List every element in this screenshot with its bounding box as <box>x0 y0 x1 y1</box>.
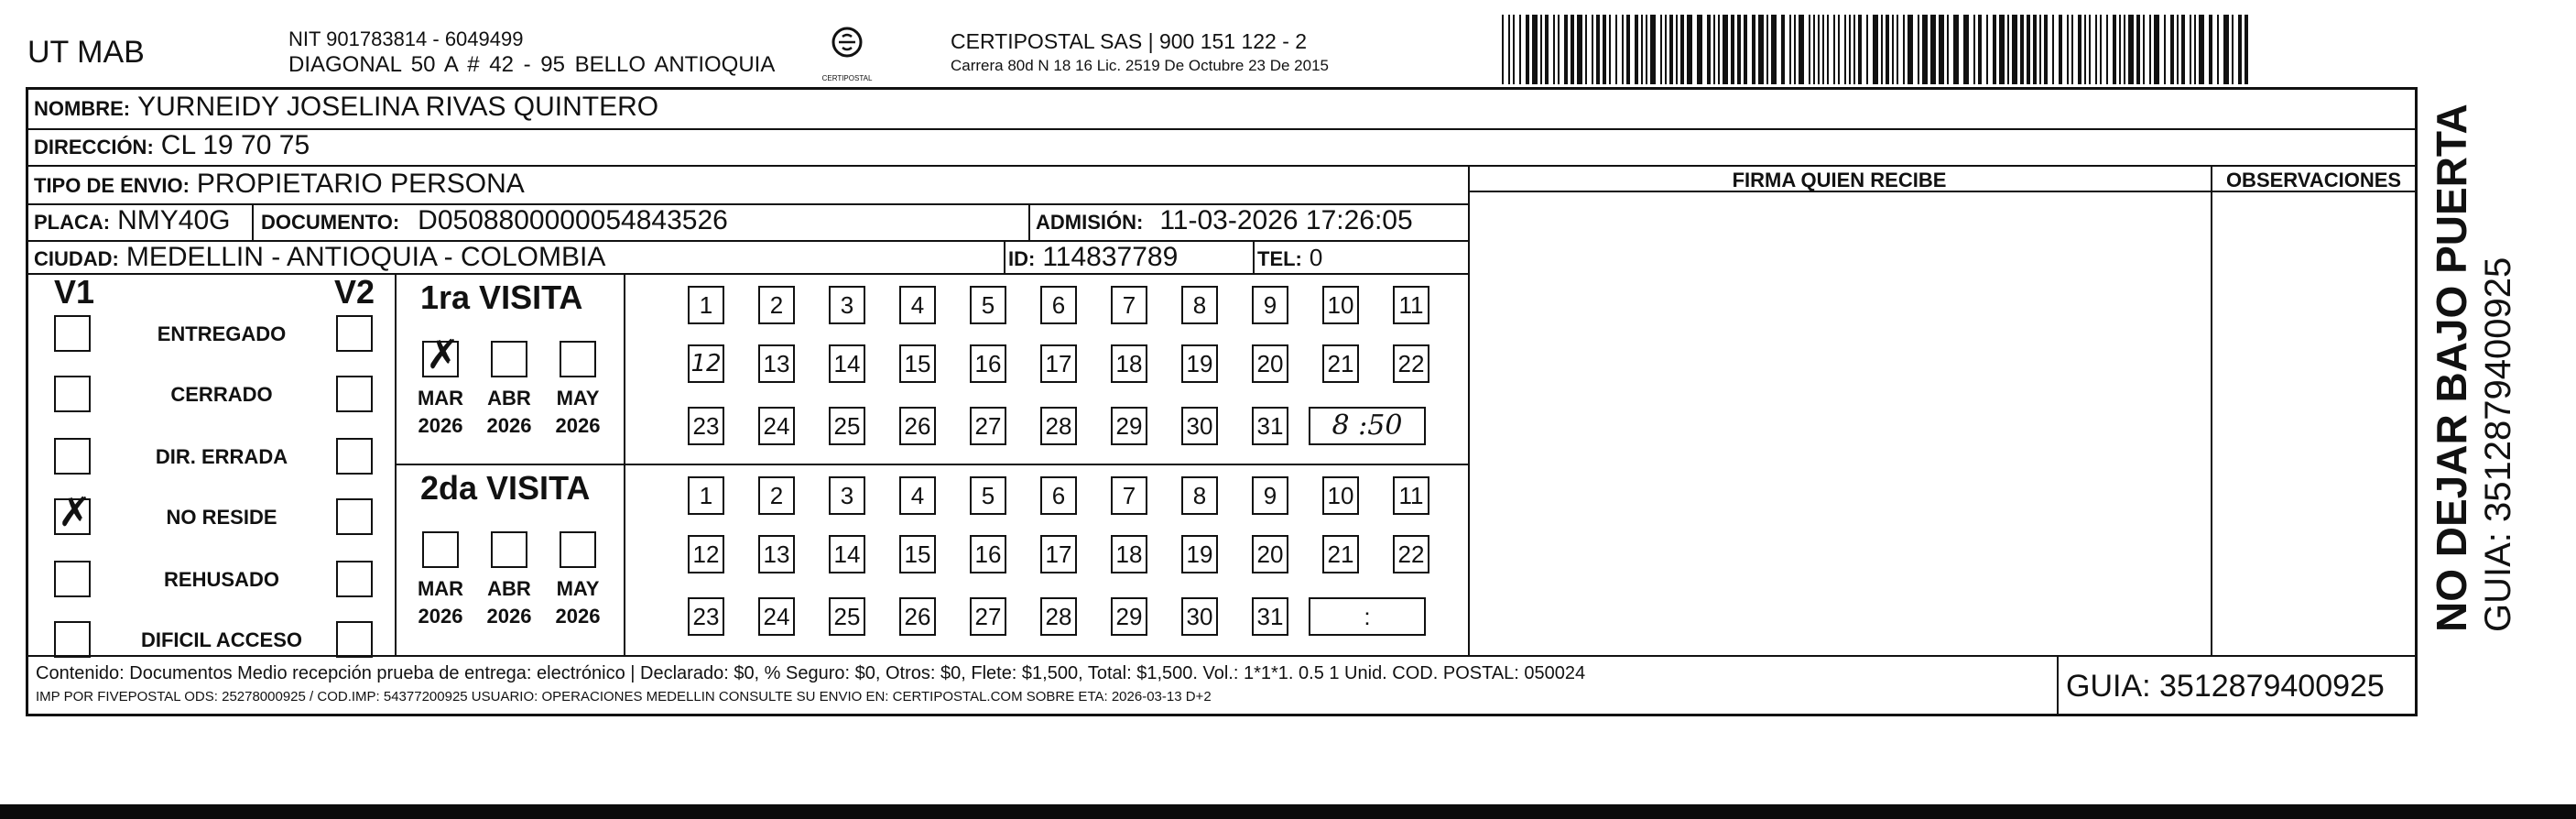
month-checkbox-may[interactable] <box>560 341 596 377</box>
admission-label: ADMISIÓN: <box>1036 211 1144 234</box>
day-box-24[interactable]: 24 <box>758 407 795 445</box>
day-box-4[interactable]: 4 <box>899 476 936 515</box>
barcode <box>1502 15 2248 84</box>
day-box-11[interactable]: 11 <box>1393 476 1429 515</box>
day-box-24[interactable]: 24 <box>758 597 795 636</box>
city: MEDELLIN - ANTIOQUIA - COLOMBIA <box>125 242 606 272</box>
id-label: ID: <box>1008 247 1036 270</box>
day-box-29[interactable]: 29 <box>1111 597 1147 636</box>
day-box-19[interactable]: 19 <box>1181 344 1218 383</box>
day-box-10[interactable]: 10 <box>1322 476 1359 515</box>
license: Carrera 80d N 18 16 Lic. 2519 De Octubre 23 De 2015 <box>951 57 1329 74</box>
recipient-name: YURNEIDY JOSELINA RIVAS QUINTERO <box>137 92 659 122</box>
day-box-23[interactable]: 23 <box>688 407 724 445</box>
day-box-22[interactable]: 22 <box>1393 535 1429 573</box>
delivery-form <box>26 87 2418 716</box>
day-box-2[interactable]: 2 <box>758 286 795 324</box>
day-box-29[interactable]: 29 <box>1111 407 1147 445</box>
day-box-12[interactable]: 12 <box>688 344 724 383</box>
visit-title-2: 2da VISITA <box>420 469 591 507</box>
v2-checkbox-4[interactable] <box>336 561 373 597</box>
city-row <box>34 242 605 273</box>
v1-checkbox-4[interactable] <box>54 561 91 597</box>
v1-checkbox-0[interactable] <box>54 315 91 352</box>
day-box-31[interactable]: 31 <box>1252 597 1288 636</box>
visit-title-1: 1ra VISITA <box>420 278 583 316</box>
footer-contents: Contenido: Documentos Medio recepción prueba de entrega: electrónico | Declarado: $0, % Seguro: $0, Otros: $0, Flete: $1,500, Total: $1,500. Vol.: 1*1*1. 0.5 1 Unid. COD. POSTAL: 050024 <box>36 663 1586 683</box>
tel-label: TEL: <box>1257 247 1302 270</box>
admission-row <box>1036 205 1413 236</box>
day-box-23[interactable]: 23 <box>688 597 724 636</box>
month-label: MAR <box>417 577 464 600</box>
v1-checkbox-1[interactable] <box>54 376 91 412</box>
carrier: CERTIPOSTAL SAS | 900 151 122 - 2 <box>951 29 1308 53</box>
shipment-type: PROPIETARIO PERSONA <box>196 169 525 199</box>
day-box-26[interactable]: 26 <box>899 407 936 445</box>
day-box-31[interactable]: 31 <box>1252 407 1288 445</box>
day-box-21[interactable]: 21 <box>1322 344 1359 383</box>
day-box-4[interactable]: 4 <box>899 286 936 324</box>
v2-header: V2 <box>334 273 375 311</box>
day-box-14[interactable]: 14 <box>829 535 865 573</box>
observations-area[interactable] <box>2217 194 2409 650</box>
v1-checkbox-2[interactable] <box>54 438 91 475</box>
month-label: ABR <box>487 577 531 600</box>
observations-header: OBSERVACIONES <box>2225 169 2402 191</box>
v1-header: V1 <box>54 273 95 311</box>
v2-checkbox-0[interactable] <box>336 315 373 352</box>
check-mark-icon: ✗ <box>426 332 460 378</box>
tel-row <box>1257 244 1322 272</box>
day-box-19[interactable]: 19 <box>1181 535 1218 573</box>
day-box-13[interactable]: 13 <box>758 344 795 383</box>
month-label: MAY <box>556 387 600 410</box>
name-row <box>34 92 658 123</box>
month-checkbox-may[interactable] <box>560 531 596 568</box>
signature-area[interactable] <box>1475 194 2204 650</box>
month-label: ABR <box>487 387 531 410</box>
day-box-15[interactable]: 15 <box>899 535 936 573</box>
city-label: CIUDAD: <box>34 247 119 270</box>
status-reason-4: REHUSADO <box>164 568 279 591</box>
month-checkbox-abr[interactable] <box>491 531 527 568</box>
v2-checkbox-2[interactable] <box>336 438 373 475</box>
day-box-16[interactable]: 16 <box>970 535 1006 573</box>
day-box-22[interactable]: 22 <box>1393 344 1429 383</box>
year-label: 2026 <box>555 605 601 628</box>
status-reason-3: NO RESIDE <box>166 506 277 529</box>
day-box-1[interactable]: 1 <box>688 286 724 324</box>
month-checkbox-mar[interactable] <box>422 332 460 378</box>
day-box-15[interactable]: 15 <box>899 344 936 383</box>
month-label: MAR <box>417 387 464 410</box>
day-box-7[interactable]: 7 <box>1111 286 1147 324</box>
day-box-1[interactable]: 1 <box>688 476 724 515</box>
address-label: DIRECCIÓN: <box>34 136 154 158</box>
day-box-21[interactable]: 21 <box>1322 535 1359 573</box>
month-label: MAY <box>556 577 600 600</box>
plate-row <box>34 205 230 236</box>
day-box-25[interactable]: 25 <box>829 597 865 636</box>
check-mark-icon: ✗ <box>58 489 92 536</box>
name-label: NOMBRE: <box>34 97 131 120</box>
side-notice: NO DEJAR BAJO PUERTA <box>2428 104 2475 632</box>
day-box-17[interactable]: 17 <box>1040 535 1077 573</box>
day-box-9[interactable]: 9 <box>1252 286 1288 324</box>
day-box-20[interactable]: 20 <box>1252 535 1288 573</box>
day-box-3[interactable]: 3 <box>829 286 865 324</box>
recipient-address: CL 19 70 75 <box>160 130 310 160</box>
day-box-14[interactable]: 14 <box>829 344 865 383</box>
day-box-9[interactable]: 9 <box>1252 476 1288 515</box>
day-box-25[interactable]: 25 <box>829 407 865 445</box>
v2-checkbox-3[interactable] <box>336 498 373 535</box>
day-box-5[interactable]: 5 <box>970 286 1006 324</box>
footer-imp: IMP POR FIVEPOSTAL ODS: 25278000925 / COD.IMP: 54377200925 USUARIO: OPERACIONES MEDELLIN CONSULTE SU ENVIO EN: CERTIPOSTAL.COM SOBRE ETA: 2026-03-13 D+2 <box>36 689 1212 704</box>
footer-guia: GUIA: 3512879400925 <box>2066 669 2385 704</box>
document-row <box>261 205 728 236</box>
year-label: 2026 <box>418 605 463 628</box>
type-label: TIPO DE ENVIO: <box>34 174 190 197</box>
day-box-7[interactable]: 7 <box>1111 476 1147 515</box>
nit: NIT 901783814 - 6049499 <box>288 27 524 50</box>
status-reason-2: DIR. ERRADA <box>155 445 288 468</box>
status-reason-0: ENTREGADO <box>157 322 287 345</box>
day-box-16[interactable]: 16 <box>970 344 1006 383</box>
certipostal-logo <box>815 26 879 82</box>
day-box-30[interactable]: 30 <box>1181 597 1218 636</box>
year-label: 2026 <box>486 605 532 628</box>
signature-header: FIRMA QUIEN RECIBE <box>1732 169 1947 191</box>
sender-address: DIAGONAL 50 A # 42 - 95 BELLO ANTIOQUIA <box>288 52 776 77</box>
day-box-13[interactable]: 13 <box>758 535 795 573</box>
day-box-12[interactable]: 12 <box>688 535 724 573</box>
day-box-30[interactable]: 30 <box>1181 407 1218 445</box>
year-label: 2026 <box>555 414 601 437</box>
plate-label: PLACA: <box>34 211 111 234</box>
day-box-18[interactable]: 18 <box>1111 344 1147 383</box>
day-box-20[interactable]: 20 <box>1252 344 1288 383</box>
bottom-band <box>0 804 2576 819</box>
day-box-6[interactable]: 6 <box>1040 476 1077 515</box>
day-box-28[interactable]: 28 <box>1040 597 1077 636</box>
id-row <box>1008 242 1178 273</box>
status-reason-1: CERRADO <box>170 383 273 406</box>
day-box-17[interactable]: 17 <box>1040 344 1077 383</box>
id-value: 114837789 <box>1042 242 1179 272</box>
address-row <box>34 130 310 161</box>
day-box-6[interactable]: 6 <box>1040 286 1077 324</box>
v2-checkbox-1[interactable] <box>336 376 373 412</box>
day-box-28[interactable]: 28 <box>1040 407 1077 445</box>
day-box-10[interactable]: 10 <box>1322 286 1359 324</box>
time-box[interactable]: 8 :50 <box>1309 407 1426 445</box>
tel-value: 0 <box>1309 244 1323 271</box>
day-box-26[interactable]: 26 <box>899 597 936 636</box>
time-box[interactable]: : <box>1309 597 1426 636</box>
day-box-27[interactable]: 27 <box>970 597 1006 636</box>
day-box-8[interactable]: 8 <box>1181 286 1218 324</box>
v2-checkbox-5[interactable] <box>336 621 373 658</box>
day-box-11[interactable]: 11 <box>1393 286 1429 324</box>
day-box-3[interactable]: 3 <box>829 476 865 515</box>
day-box-27[interactable]: 27 <box>970 407 1006 445</box>
day-box-5[interactable]: 5 <box>970 476 1006 515</box>
month-checkbox-abr[interactable] <box>491 341 527 377</box>
day-box-18[interactable]: 18 <box>1111 535 1147 573</box>
v1-checkbox-3[interactable] <box>54 489 92 536</box>
logo-text: CERTIPOSTAL <box>821 74 873 82</box>
plate: NMY40G <box>117 205 231 235</box>
document-label: DOCUMENTO: <box>261 211 400 234</box>
side-text <box>2427 64 2537 632</box>
v1-checkbox-5[interactable] <box>54 621 91 658</box>
year-label: 2026 <box>486 414 532 437</box>
day-box-2[interactable]: 2 <box>758 476 795 515</box>
year-label: 2026 <box>418 414 463 437</box>
admission-date: 11-03-2026 17:26:05 <box>1159 205 1413 235</box>
side-guia: GUIA: 3512879400925 <box>2478 257 2518 632</box>
document-number: D0508800000054843526 <box>418 205 728 235</box>
type-row <box>34 169 525 200</box>
status-reason-5: DIFICIL ACCESO <box>140 628 302 651</box>
month-checkbox-mar[interactable] <box>422 531 459 568</box>
company-name: UT MAB <box>27 35 145 70</box>
day-box-8[interactable]: 8 <box>1181 476 1218 515</box>
